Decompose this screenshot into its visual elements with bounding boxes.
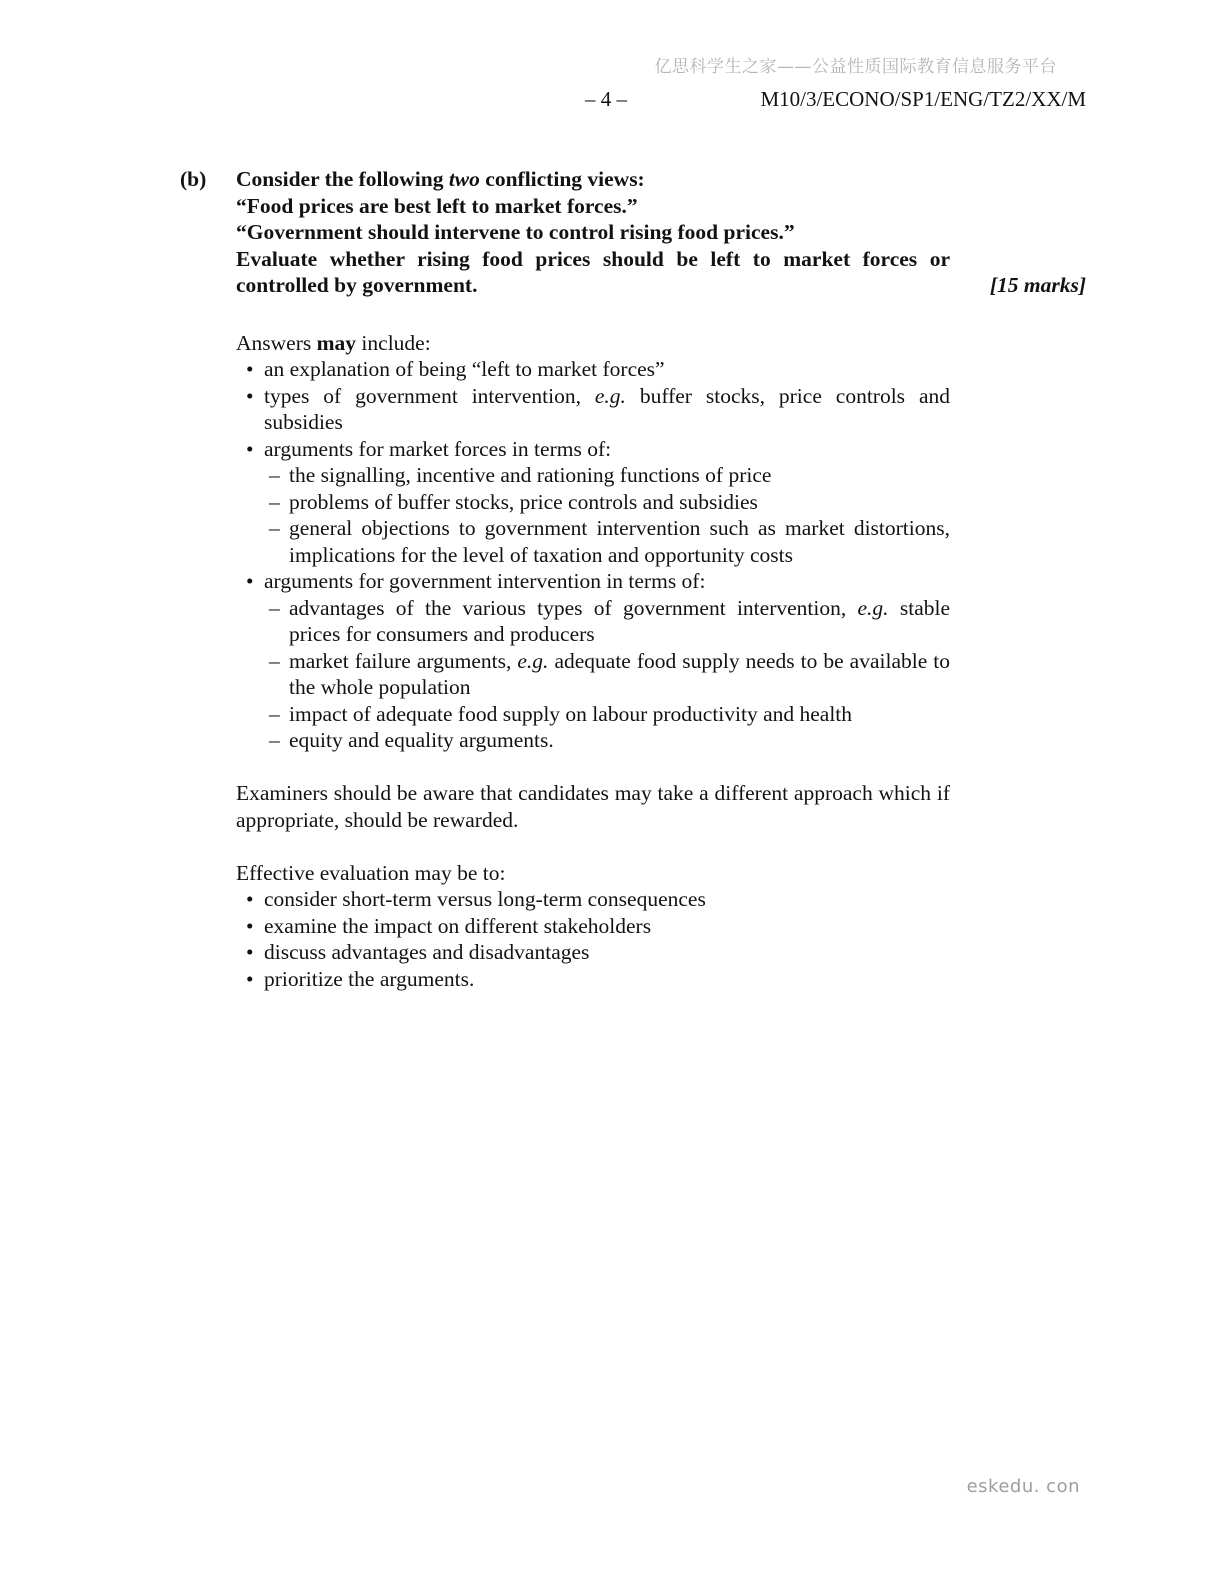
list-item xyxy=(236,436,950,463)
list-item xyxy=(236,356,950,383)
dash-icon: – xyxy=(269,595,280,620)
question-view-2: “Government should intervene to control rising food prices.” xyxy=(236,220,795,244)
sub-list-item-text: general objections to government intervention such as market distortions, implications for the level of taxation and opportunity costs xyxy=(289,516,950,567)
list-item-text: arguments for market forces in terms of: xyxy=(264,436,612,461)
question-statement-block xyxy=(180,166,1086,299)
list-item-text: examine the impact on different stakeholders xyxy=(264,913,652,938)
question-label: (b) xyxy=(180,167,207,191)
question-task: Evaluate whether rising food prices should be left to market forces or controlled by government. xyxy=(236,246,950,297)
bullet-icon: • xyxy=(246,913,254,938)
list-item-text: arguments for government intervention in terms of: xyxy=(264,569,706,593)
list-item xyxy=(236,568,950,595)
markscheme-notes xyxy=(236,330,950,993)
evaluation-heading: Effective evaluation may be to: xyxy=(236,860,506,885)
bullet-icon: • xyxy=(246,940,254,964)
exam-code: M10/3/ECONO/SP1/ENG/TZ2/XX/M xyxy=(760,87,1086,111)
dash-icon: – xyxy=(269,701,280,726)
question-b-section xyxy=(180,166,1086,992)
question-text xyxy=(236,166,950,299)
page-number: – 4 – xyxy=(585,87,627,111)
bullet-icon: • xyxy=(246,436,254,461)
list-item xyxy=(236,886,950,913)
top-watermark-text: 亿思科学生之家——公益性质国际教育信息服务平台 xyxy=(654,57,1057,77)
sub-list-item-text: impact of adequate food supply on labour productivity and health xyxy=(289,701,853,726)
bullet-icon: • xyxy=(246,966,254,991)
sub-list-item-text: advantages of the various types of government intervention, e.g. stable prices for consumers and producers xyxy=(289,595,950,646)
sub-list-item-text: problems of buffer stocks, price controls and subsidies xyxy=(289,489,758,514)
list-item-text: discuss advantages and disadvantages xyxy=(264,940,590,964)
answers-heading: Answers may include: xyxy=(236,330,431,355)
dash-icon: – xyxy=(269,489,280,514)
sub-list-item xyxy=(236,489,950,516)
sub-list-item xyxy=(236,595,950,648)
dash-icon: – xyxy=(269,463,280,487)
question-view-1: “Food prices are best left to market forces.” xyxy=(236,193,638,218)
sub-list-item xyxy=(236,701,950,728)
list-item-text: an explanation of being “left to market forces” xyxy=(264,357,665,381)
bullet-icon: • xyxy=(246,887,254,911)
bullet-icon: • xyxy=(246,383,254,408)
list-item xyxy=(236,939,950,966)
bullet-icon: • xyxy=(246,569,254,593)
examiner-note: Examiners should be aware that candidates may take a different approach which if appropriate, should be rewarded. xyxy=(236,781,950,832)
dash-icon: – xyxy=(269,648,280,673)
sub-list-item-text: market failure arguments, e.g. adequate food supply needs to be available to the whole population xyxy=(289,648,950,699)
list-item xyxy=(236,966,950,993)
question-intro-line: Consider the following two conflicting views: xyxy=(236,167,645,191)
sub-list-item xyxy=(236,727,950,754)
sub-list-item-text: equity and equality arguments. xyxy=(289,728,554,752)
bullet-icon: • xyxy=(246,357,254,381)
dash-icon: – xyxy=(269,728,280,752)
dash-icon: – xyxy=(269,516,280,540)
sub-list-item-text: the signalling, incentive and rationing functions of price xyxy=(289,463,772,487)
list-item xyxy=(236,383,950,436)
sub-list-item xyxy=(236,515,950,568)
marks-label: [15 marks] xyxy=(989,273,1086,297)
bottom-watermark-text: eskedu. con xyxy=(966,1476,1080,1497)
sub-list-item xyxy=(236,462,950,489)
list-item xyxy=(236,913,950,940)
list-item-text: types of government intervention, e.g. buffer stocks, price controls and subsidies xyxy=(264,383,950,434)
list-item-text: prioritize the arguments. xyxy=(264,966,475,991)
list-item-text: consider short-term versus long-term consequences xyxy=(264,887,706,911)
sub-list-item xyxy=(236,648,950,701)
